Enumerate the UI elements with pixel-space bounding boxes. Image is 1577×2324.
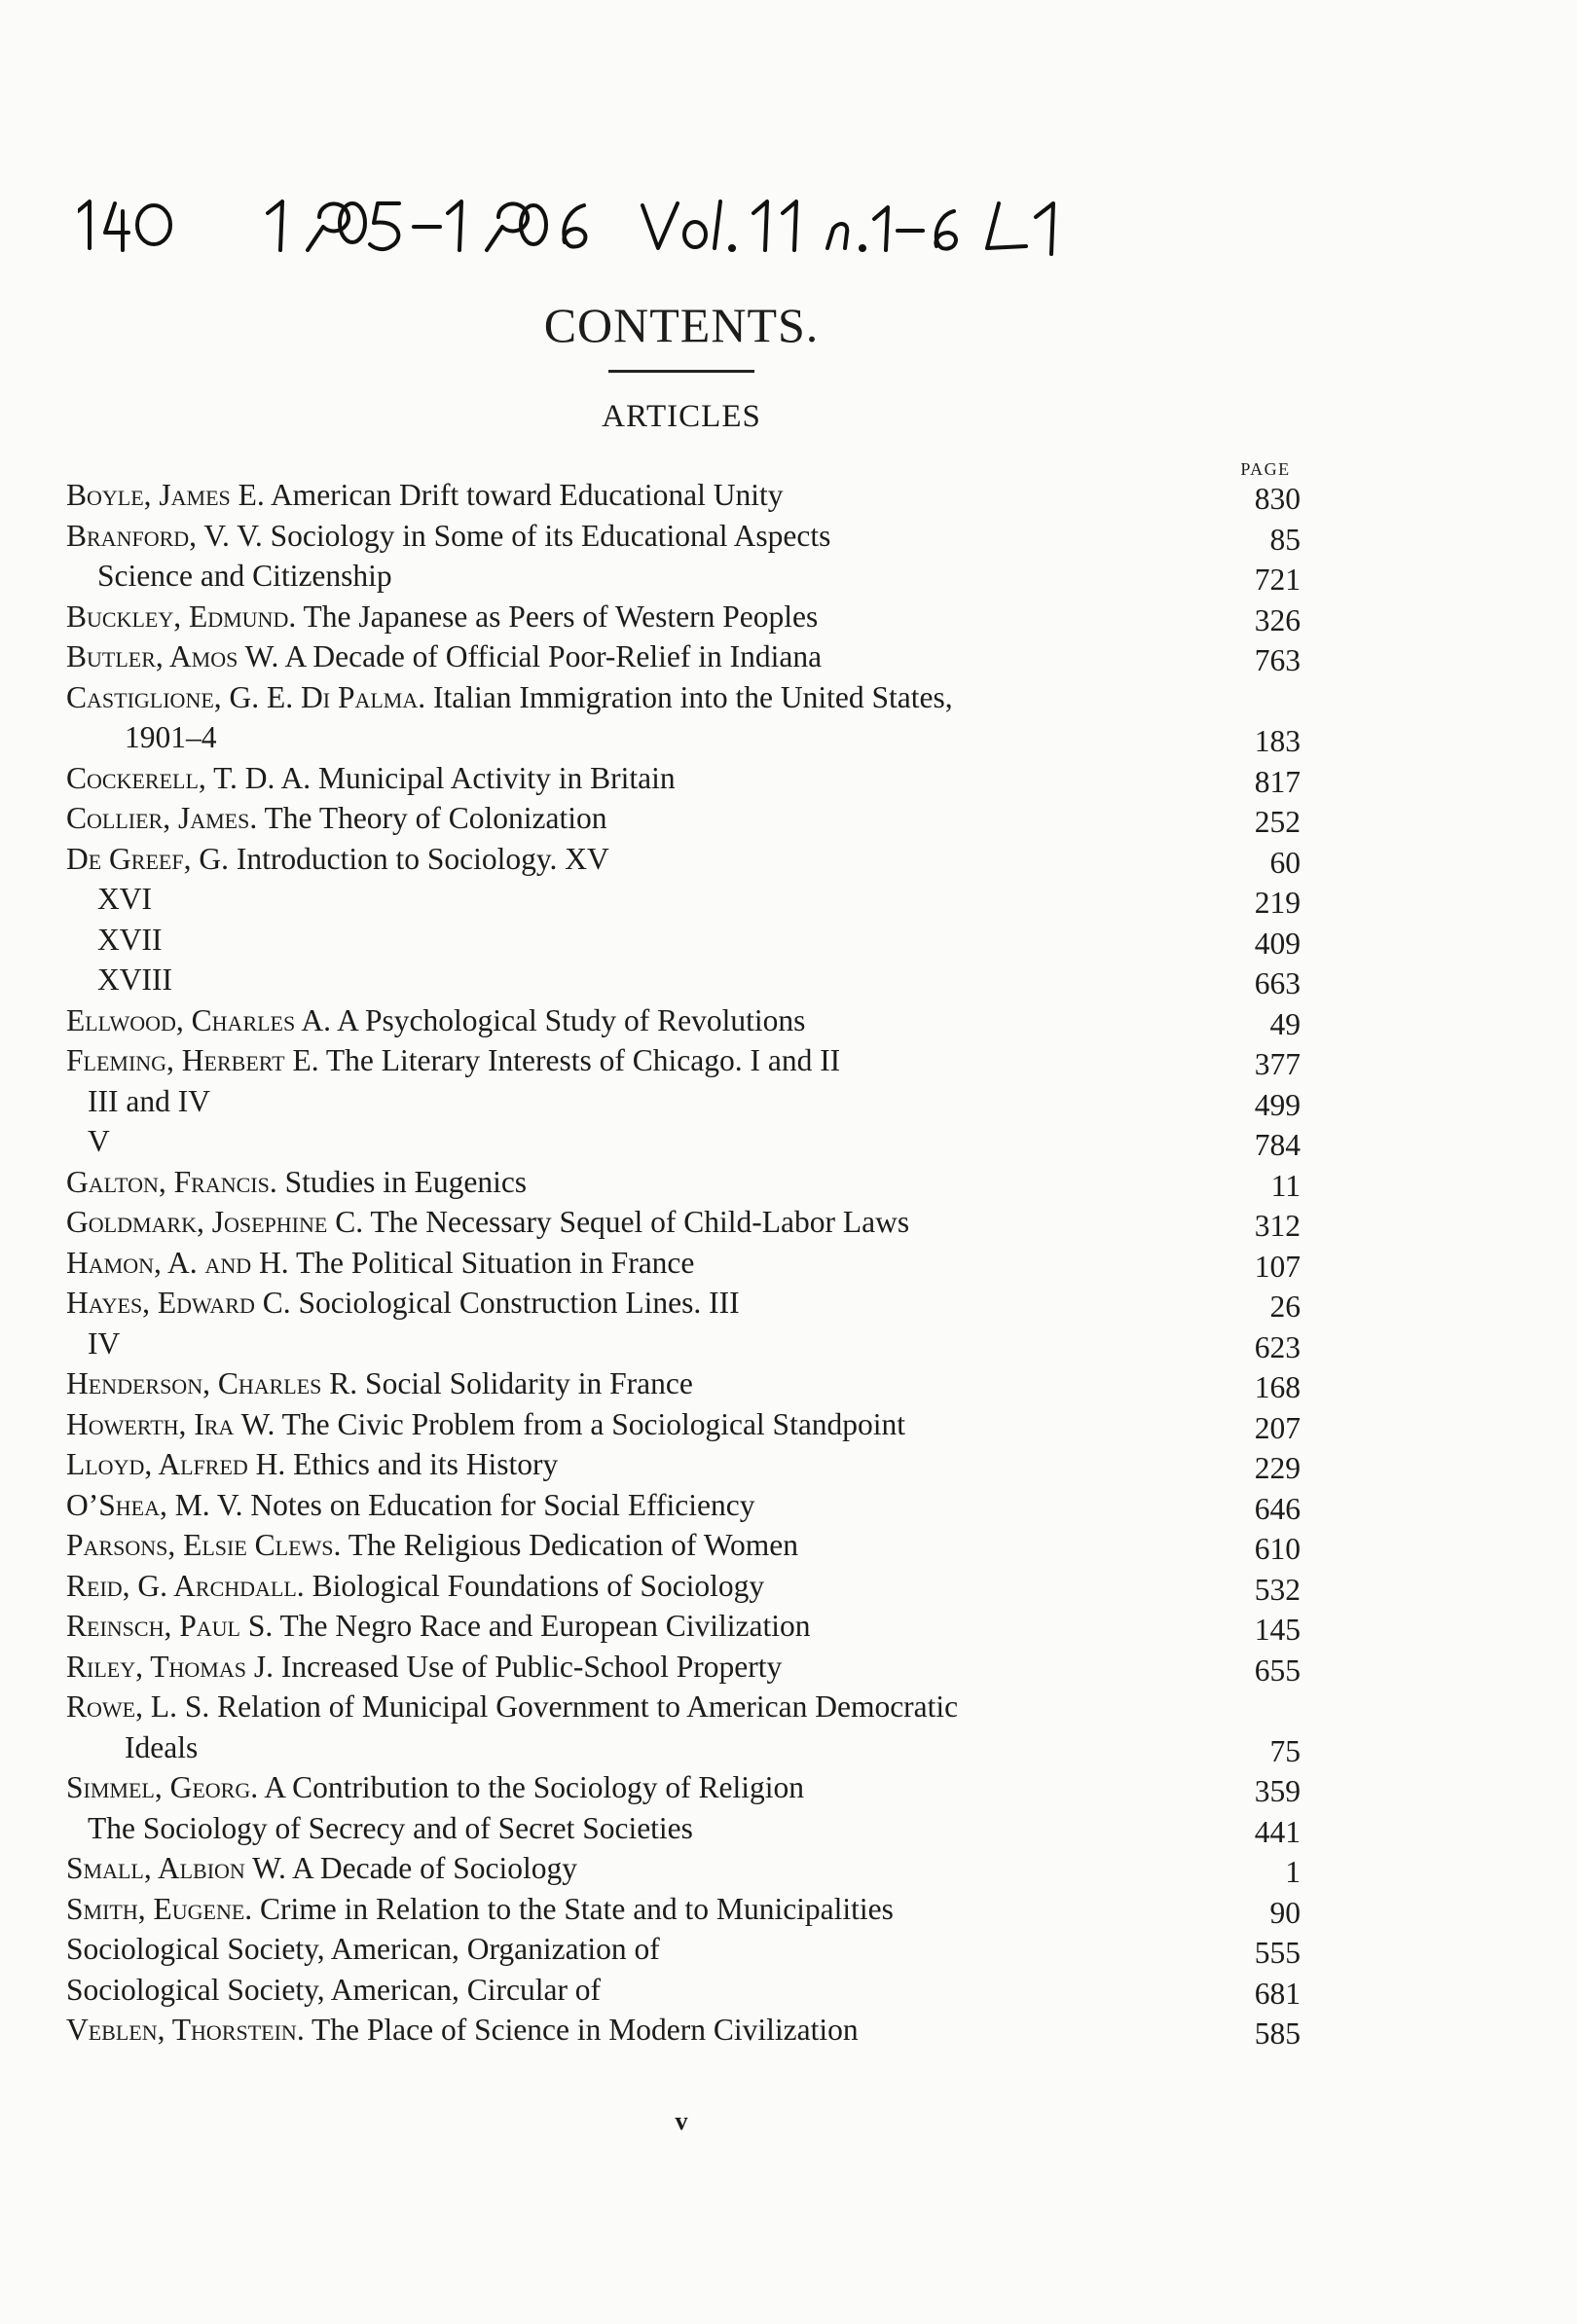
toc-entry-text: [97, 882, 152, 916]
toc-author: O’Shea, M. V.: [66, 1487, 243, 1522]
toc-page-number: 555: [1254, 1936, 1301, 1970]
toc-entry: [66, 1000, 1301, 1041]
toc-entry: [66, 1889, 1301, 1930]
toc-entry: [66, 960, 1301, 1000]
toc-title: Sociological Construction Lines. III: [298, 1286, 740, 1320]
toc-page-number: 532: [1254, 1572, 1301, 1607]
toc-author: Hamon, A. and H.: [66, 1245, 289, 1280]
toc-entry-text: [88, 1811, 693, 1845]
toc-page-number: 168: [1254, 1370, 1301, 1404]
toc-entry-text: [66, 801, 607, 835]
toc-title: IV: [88, 1325, 121, 1361]
toc-page-number: 499: [1254, 1087, 1301, 1122]
toc-page-number: 359: [1254, 1774, 1301, 1808]
toc-entry-text: [66, 1892, 894, 1926]
toc-author: De Greef, G.: [66, 841, 229, 876]
toc-entry-text: [66, 2013, 859, 2047]
toc-entry: [66, 677, 1301, 718]
toc-entry: [66, 1848, 1301, 1889]
toc-entry: [66, 1687, 1301, 1727]
toc-entry-text: [66, 1165, 527, 1199]
toc-entry: [66, 1444, 1301, 1485]
toc-page-number: 326: [1254, 602, 1301, 637]
toc-title: Biological Foundations of Sociology: [312, 1568, 765, 1603]
toc-page-number: 85: [1269, 522, 1301, 557]
toc-entry-text: [66, 842, 609, 876]
toc-title: Increased Use of Public-School Property: [280, 1649, 783, 1684]
toc-entry-text: [66, 1043, 840, 1077]
toc-title: Ideals: [125, 1729, 199, 1764]
toc-author: Smith, Eugene.: [66, 1891, 253, 1926]
toc-page-number: 145: [1254, 1613, 1301, 1647]
toc-page-number: 663: [1254, 966, 1301, 1000]
toc-title: The Theory of Colonization: [264, 801, 607, 835]
toc-entry: [66, 1162, 1301, 1203]
toc-title: Municipal Activity in Britain: [317, 760, 676, 795]
toc-entry-text: [66, 1770, 804, 1804]
toc-author: Riley, Thomas J.: [66, 1649, 274, 1684]
toc-entry: [66, 839, 1301, 880]
toc-title: Science and Citizenship: [97, 559, 392, 593]
toc-title: Relation of Municipal Government to American Democratic: [217, 1689, 959, 1724]
toc-entry-text: [66, 1932, 660, 1966]
toc-entry: [66, 920, 1301, 961]
toc-title: A Contribution to the Sociology of Religion: [264, 1770, 804, 1804]
toc-page-number: 830: [1254, 482, 1301, 516]
toc-entry-text: [66, 1569, 764, 1603]
toc-page-number: 183: [1254, 724, 1301, 758]
toc-title: XVI: [97, 882, 152, 916]
toc-entry: [66, 1929, 1301, 1970]
toc-title: A Decade of Official Poor-Relief in Indiana: [284, 639, 823, 673]
toc-entry-text: [66, 1851, 577, 1885]
toc-entry: [66, 1525, 1301, 1566]
toc-page-number: 26: [1269, 1289, 1301, 1324]
toc-title: V: [88, 1124, 110, 1158]
toc-page-number: 11: [1270, 1168, 1301, 1203]
toc-entry: [66, 475, 1301, 516]
toc-entry-text: [88, 1084, 210, 1118]
section-heading: ARTICLES: [602, 399, 761, 434]
toc-title: XVIII: [97, 962, 172, 997]
toc-entry: [66, 1121, 1301, 1162]
toc-page-number: 646: [1254, 1491, 1301, 1526]
toc-title: The Place of Science in Modern Civilization: [312, 2013, 859, 2047]
toc-entry-text: [66, 1650, 782, 1684]
toc-author: Boyle, James E.: [66, 478, 265, 512]
toc-author: Buckley, Edmund.: [66, 599, 297, 634]
toc-entry-text: [66, 1246, 694, 1280]
toc-entry: [66, 1202, 1301, 1243]
toc-title: 1901–4: [125, 720, 217, 754]
toc-title: Sociology in Some of its Educational Aspects: [270, 518, 831, 553]
toc-entry: [66, 717, 1301, 758]
toc-entry: [66, 597, 1301, 637]
toc-author: Branford, V. V.: [66, 518, 263, 553]
toc-page-number: 763: [1254, 643, 1301, 677]
toc-entry-text: [97, 559, 392, 593]
toc-entry-text: [66, 1689, 958, 1724]
toc-title: The Religious Dedication of Women: [348, 1528, 799, 1562]
page-number: v: [675, 2107, 688, 2135]
toc-author: Reinsch, Paul S.: [66, 1609, 274, 1643]
toc-page-number: 655: [1254, 1652, 1301, 1688]
toc-author: Lloyd, Alfred H.: [66, 1447, 286, 1481]
toc-entry: [66, 1647, 1301, 1688]
toc-entry-text: [66, 639, 822, 673]
toc-entry-text: [88, 1326, 120, 1361]
toc-page-number: 252: [1254, 805, 1301, 839]
toc-title: Sociological Society, American, Organization of: [66, 1932, 660, 1966]
page-column-header: PAGE: [1240, 459, 1291, 479]
toc-author: Parsons, Elsie Clews.: [66, 1528, 342, 1562]
toc-author: Butler, Amos W.: [66, 639, 279, 673]
toc-page-number: 784: [1254, 1128, 1301, 1162]
toc-author: Howerth, Ira W.: [66, 1406, 275, 1441]
toc-author: Henderson, Charles R.: [66, 1366, 358, 1400]
toc-entry-text: [125, 1730, 198, 1764]
toc-entry: [66, 1808, 1301, 1849]
toc-entry: [66, 1485, 1301, 1526]
handwriting-graphic: [78, 190, 1558, 268]
toc-title: Crime in Relation to the State and to Municipalities: [260, 1891, 894, 1926]
toc-entry: [66, 1767, 1301, 1808]
title-divider: [608, 370, 754, 373]
toc-entry: [66, 879, 1301, 920]
toc-title: American Drift toward Educational Unity: [270, 478, 784, 512]
toc-entry-text: [66, 1407, 905, 1441]
toc-title: Sociological Society, American, Circular of: [66, 1972, 602, 2007]
toc-title: The Negro Race and European Civilization: [279, 1609, 811, 1643]
toc-page-number: 90: [1269, 1895, 1301, 1930]
toc-entry-text: [66, 478, 784, 512]
toc-title: The Civic Problem from a Sociological Standpoint: [281, 1406, 906, 1441]
toc-entry: [66, 516, 1301, 557]
toc-entry: [66, 1363, 1301, 1404]
toc-title: A Decade of Sociology: [291, 1851, 578, 1885]
toc-entry: [66, 1727, 1301, 1768]
toc-entry: [66, 556, 1301, 597]
annotation-text: 140 1905-1906 Vol. 11 n.1-6 L1: [78, 190, 91, 191]
toc-entry-text: [66, 1447, 558, 1481]
toc-entry-text: [66, 1003, 805, 1037]
toc-entry: [66, 758, 1301, 799]
handwritten-annotation: [78, 190, 1558, 268]
toc-page-number: 610: [1254, 1532, 1301, 1566]
toc-entry-text: [66, 1366, 693, 1400]
toc-page-number: 1: [1285, 1855, 1301, 1889]
toc-entry: [66, 2010, 1301, 2051]
toc-author: Cockerell, T. D. A.: [66, 760, 312, 795]
toc-author: Ellwood, Charles A.: [66, 1002, 331, 1037]
toc-title: The Necessary Sequel of Child-Labor Laws: [370, 1205, 910, 1239]
toc-entry-text: [97, 962, 172, 997]
toc-author: Veblen, Thorstein.: [66, 2013, 305, 2047]
toc-author: Castiglione, G. E. Di Palma.: [66, 679, 426, 714]
toc-title: Notes on Education for Social Efficiency: [250, 1487, 755, 1522]
toc-title: Introduction to Sociology. XV: [236, 841, 609, 876]
toc-page-number: 721: [1254, 563, 1301, 597]
toc-entry-text: [66, 1488, 755, 1522]
toc-entry-text: [66, 680, 953, 714]
toc-entry: [66, 1970, 1301, 2011]
toc-title: The Sociology of Secrecy and of Secret Societies: [88, 1810, 693, 1845]
toc-entry: [66, 1283, 1301, 1324]
toc-entry-text: [97, 923, 162, 957]
toc-page-number: 60: [1269, 845, 1301, 880]
toc-page-number: 207: [1254, 1410, 1301, 1445]
toc-page-number: 229: [1254, 1451, 1301, 1485]
toc-page-number: 623: [1254, 1329, 1301, 1364]
toc-author: Small, Albion W.: [66, 1851, 286, 1885]
toc-page-number: 585: [1254, 2016, 1301, 2051]
toc-page-number: 219: [1254, 886, 1301, 920]
toc-entry: [66, 1606, 1301, 1647]
toc-title: Social Solidarity in France: [365, 1366, 693, 1400]
toc-author: Reid, G. Archdall.: [66, 1568, 305, 1603]
toc-page-number: 409: [1254, 926, 1301, 961]
toc-title: Ethics and its History: [293, 1447, 559, 1481]
toc-author: Fleming, Herbert E.: [66, 1043, 319, 1077]
toc-author: Rowe, L. S.: [66, 1689, 210, 1724]
page-title: CONTENTS.: [543, 298, 820, 352]
toc-page-number: 377: [1254, 1047, 1301, 1081]
toc-title: XVII: [97, 922, 163, 957]
toc-entry: [66, 1081, 1301, 1122]
toc-title: Italian Immigration into the United States,: [433, 679, 953, 714]
toc-entry: [66, 1243, 1301, 1284]
toc-entry: [66, 798, 1301, 839]
toc-entry-text: [125, 720, 217, 754]
toc-author: Hayes, Edward C.: [66, 1286, 291, 1320]
toc-page-number: 681: [1254, 1976, 1301, 2011]
toc-page-number: 817: [1254, 764, 1301, 799]
toc-entry-text: [66, 1609, 810, 1643]
toc-author: Collier, James.: [66, 801, 258, 835]
toc-title: The Political Situation in France: [295, 1245, 695, 1280]
toc-entry-text: [66, 761, 676, 795]
toc-entry-text: [88, 1124, 110, 1158]
toc-page-number: 49: [1269, 1006, 1301, 1041]
toc-title: The Literary Interests of Chicago. I and II: [325, 1043, 841, 1077]
toc-entry: [66, 1566, 1301, 1607]
toc-author: Galton, Francis.: [66, 1164, 277, 1199]
toc-entry-text: [66, 1205, 909, 1239]
toc-title: Studies in Eugenics: [284, 1164, 528, 1199]
toc-page-number: 312: [1254, 1209, 1301, 1243]
toc-page-number: 107: [1254, 1249, 1301, 1284]
toc-title: A Psychological Study of Revolutions: [337, 1002, 806, 1037]
toc-title: III and IV: [88, 1083, 210, 1118]
toc-page-number: 441: [1254, 1814, 1301, 1849]
toc-entry: [66, 1040, 1301, 1081]
table-of-contents: [66, 475, 1301, 2051]
toc-author: Goldmark, Josephine C.: [66, 1205, 364, 1239]
toc-entry: [66, 636, 1301, 677]
toc-entry-text: [66, 599, 818, 634]
toc-page-number: 75: [1269, 1733, 1301, 1768]
toc-entry-text: [66, 1973, 601, 2007]
toc-entry-text: [66, 1528, 798, 1562]
toc-entry: [66, 1404, 1301, 1445]
toc-title: The Japanese as Peers of Western Peoples: [303, 599, 819, 634]
toc-author: Simmel, Georg.: [66, 1770, 259, 1804]
toc-entry-text: [66, 1286, 740, 1320]
toc-entry: [66, 1324, 1301, 1364]
toc-entry-text: [66, 519, 830, 553]
